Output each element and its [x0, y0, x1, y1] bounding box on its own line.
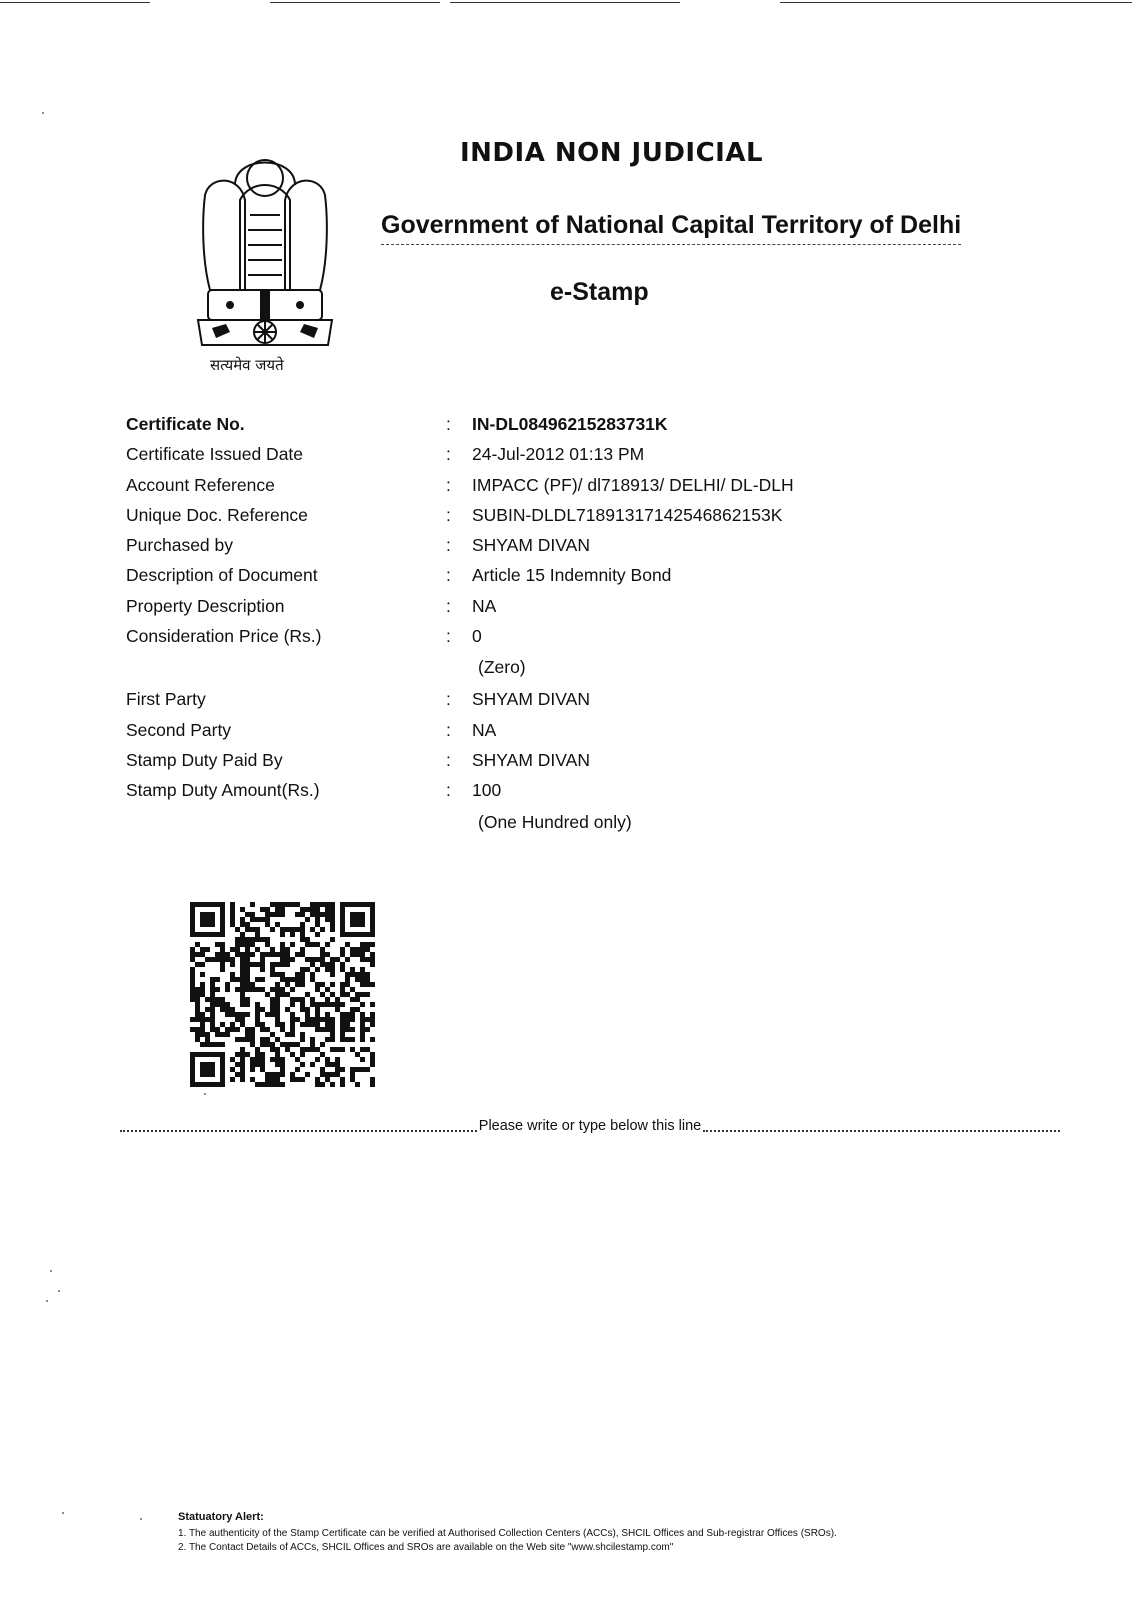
field-value: IN-DL08496215283731K	[472, 414, 668, 434]
qr-modules	[190, 902, 375, 1087]
field-separator: :	[446, 504, 451, 525]
scan-speck	[140, 1518, 142, 1520]
field-row	[126, 715, 1026, 745]
field-row	[126, 684, 1026, 714]
scan-speck	[58, 1290, 60, 1292]
field-value: SHYAM DIVAN	[472, 749, 590, 770]
field-separator: :	[446, 719, 451, 740]
field-row	[126, 591, 1026, 621]
divider-caption: Please write or type below this line	[478, 1118, 702, 1134]
field-row	[126, 621, 1026, 651]
top-scan-rule	[780, 2, 1132, 3]
dotted-divider	[703, 1130, 1060, 1132]
field-row	[126, 409, 1026, 439]
field-label: Description of Document	[126, 565, 318, 586]
field-row	[126, 560, 1026, 590]
field-row	[126, 530, 1026, 560]
field-value: IMPACC (PF)/ dl718913/ DELHI/ DL-DLH	[472, 474, 794, 495]
field-separator: :	[446, 749, 451, 770]
field-separator: :	[446, 535, 451, 556]
field-value: 100	[472, 780, 502, 801]
field-separator: :	[446, 689, 451, 710]
field-label: Property Description	[126, 595, 285, 616]
field-subvalue-row	[126, 806, 1026, 839]
government-heading: Government of National Capital Territory of Delhi	[381, 211, 961, 245]
field-label: Certificate Issued Date	[126, 444, 304, 465]
field-separator: :	[446, 595, 451, 616]
field-label: Purchased by	[126, 535, 234, 556]
field-value: NA	[472, 719, 497, 740]
field-value: SHYAM DIVAN	[472, 689, 590, 710]
alert-line: 1. The authenticity of the Stamp Certificate can be verified at Authorised Collection Centers (ACCs), SHCIL Offices and Sub-registrar Offices (SROs).	[178, 1528, 837, 1539]
national-emblem-icon	[190, 140, 340, 375]
top-scan-rule	[450, 2, 680, 3]
field-subvalue: (Zero)	[478, 657, 526, 678]
field-row	[126, 775, 1026, 805]
field-separator: :	[446, 780, 451, 801]
field-row	[126, 500, 1026, 530]
field-value: 0	[472, 626, 482, 647]
field-label: First Party	[126, 689, 206, 710]
top-scan-rule	[0, 2, 150, 3]
field-value: Article 15 Indemnity Bond	[472, 565, 672, 586]
qr-code-icon	[190, 902, 375, 1087]
field-label: Stamp Duty Paid By	[126, 749, 283, 770]
field-label: Unique Doc. Reference	[126, 504, 308, 525]
top-scan-rule	[270, 2, 440, 3]
field-value: SHYAM DIVAN	[472, 535, 590, 556]
field-row	[126, 470, 1026, 500]
field-row	[126, 439, 1026, 469]
field-row	[126, 745, 1026, 775]
scan-speck	[42, 112, 44, 114]
alert-line: 2. The Contact Details of ACCs, SHCIL Offices and SROs are available on the Web site "www.shcilestamp.com"	[178, 1542, 674, 1553]
field-separator: :	[446, 414, 451, 434]
field-label: Stamp Duty Amount(Rs.)	[126, 780, 320, 801]
stamp-type-heading: e-Stamp	[550, 278, 649, 306]
alert-heading: Statuatory Alert:	[178, 1511, 264, 1523]
field-subvalue-row	[126, 651, 1026, 684]
statutory-alert	[178, 1510, 837, 1555]
scan-speck	[46, 1300, 48, 1302]
write-below-divider	[120, 1118, 1060, 1134]
field-separator: :	[446, 444, 451, 465]
field-separator: :	[446, 474, 451, 495]
dotted-divider	[120, 1130, 477, 1132]
field-value: NA	[472, 595, 497, 616]
scan-speck	[62, 1512, 64, 1514]
scan-speck	[50, 1270, 52, 1272]
field-value: SUBIN-DLDL71891317142546862153K	[472, 504, 783, 525]
field-separator: :	[446, 626, 451, 647]
emblem-motto: सत्यमेव जयते	[210, 356, 284, 374]
page-title: INDIA NON JUDICIAL	[460, 138, 764, 168]
field-value: 24-Jul-2012 01:13 PM	[472, 444, 645, 465]
field-label: Consideration Price (Rs.)	[126, 626, 322, 647]
field-label: Account Reference	[126, 474, 275, 495]
scan-speck	[204, 1093, 206, 1095]
field-label: Second Party	[126, 719, 232, 740]
field-subvalue: (One Hundred only)	[478, 811, 632, 832]
certificate-details	[126, 409, 1026, 839]
field-label: Certificate No.	[126, 414, 245, 434]
field-separator: :	[446, 565, 451, 586]
